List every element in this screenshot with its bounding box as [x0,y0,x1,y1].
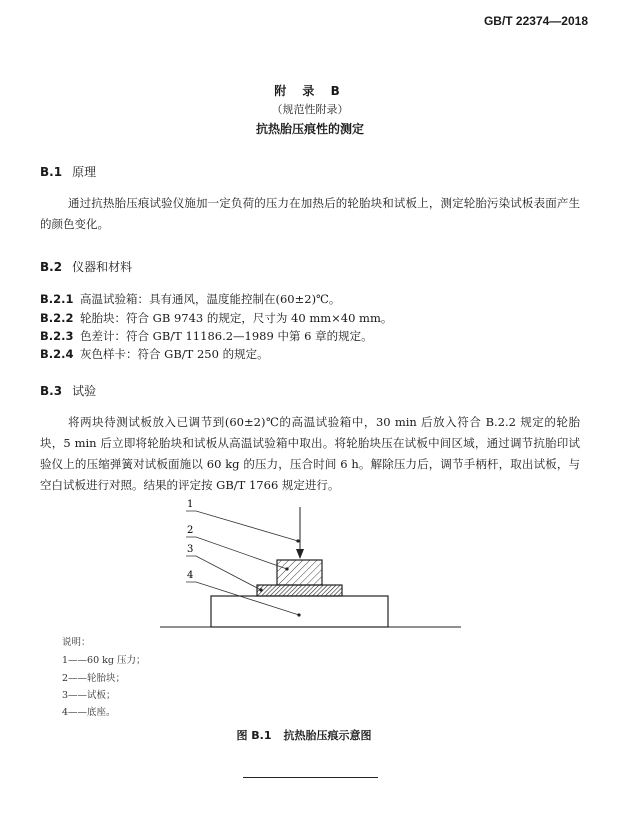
callout-point-3 [259,588,262,591]
callout-number-2: 2 [187,525,194,536]
section-number: B.3 [40,384,63,398]
item-text: 高温试验箱：具有通风，温度能控制在(60±2)℃。 [80,292,341,306]
end-rule [243,777,378,778]
callout-number-1: 1 [187,499,194,510]
leader-line-2 [186,537,287,569]
legend-title: 说明： [62,637,91,648]
callout-number-4: 4 [187,570,194,581]
callout-point-2 [285,567,288,570]
leader-line-1 [186,511,298,541]
figure-caption [0,727,620,743]
item-text: 轮胎块：符合 GB 9743 的规定，尺寸为 40 mm×40 mm。 [80,311,393,325]
tire-block-shape [277,560,322,585]
callout-point-4 [297,613,300,616]
item-number: B.2.4 [40,347,74,361]
force-arrow-head [296,549,304,559]
standard-number: GB/T 22374—2018 [483,14,588,28]
figure-title: 抗热胎压痕示意图 [283,729,372,742]
paragraph-text: 通过抗热胎压痕试验仪施加一定负荷的压力在加热后的轮胎块和试板上，测定轮胎污染试板表面产生的颜色变化。 [40,196,580,231]
leader-line-3 [186,556,261,590]
callout-number-3: 3 [187,544,194,555]
annex-name: 抗热胎压痕性的测定 [255,122,364,136]
section-title: 仪器和材料 [72,260,133,274]
section-number: B.1 [40,165,63,179]
legend-item-2: 2——轮胎块； [62,673,126,684]
item-number: B.2.2 [40,311,74,325]
legend-item-4: 4——底座。 [62,707,116,718]
item-number: B.2.1 [40,292,74,306]
item-text: 色差计：符合 GB/T 11186.2—1989 中第 6 章的规定。 [80,329,373,343]
test-plate-shape [257,585,342,596]
annex-type: （规范性附录） [271,103,349,116]
legend-item-3: 3——试板； [62,690,116,701]
section-number: B.2 [40,260,63,274]
figure-number: 图 B.1 [236,729,272,742]
section-title: 试验 [72,384,97,398]
callout-point-1 [296,539,299,542]
base-shape [211,596,388,627]
item-number: B.2.3 [40,329,74,343]
section-title: 原理 [72,165,97,179]
legend-item-1: 1——60 kg 压力； [62,655,146,666]
paragraph-text: 将两块待测试板放入已调节到(60±2)℃的高温试验箱中，30 min 后放入符合 B.2.2 规定的轮胎块，5 min 后立即将轮胎块和试板从高温试验箱中取出。将轮胎块压在试板中间区域，通过调节抗胎印试验仪上的压缩弹簧对试板面施以 60 kg 的压力，压合时间 6 h。解除压力后，调节手柄杆，取出试板，与空白试板进行对照。结果的评定按 GB/T 1766 规定进行。 [40,415,580,492]
item-text: 灰色样卡：符合 GB/T 250 的规定。 [80,347,269,361]
annex-title: 附 录 B [274,84,346,98]
